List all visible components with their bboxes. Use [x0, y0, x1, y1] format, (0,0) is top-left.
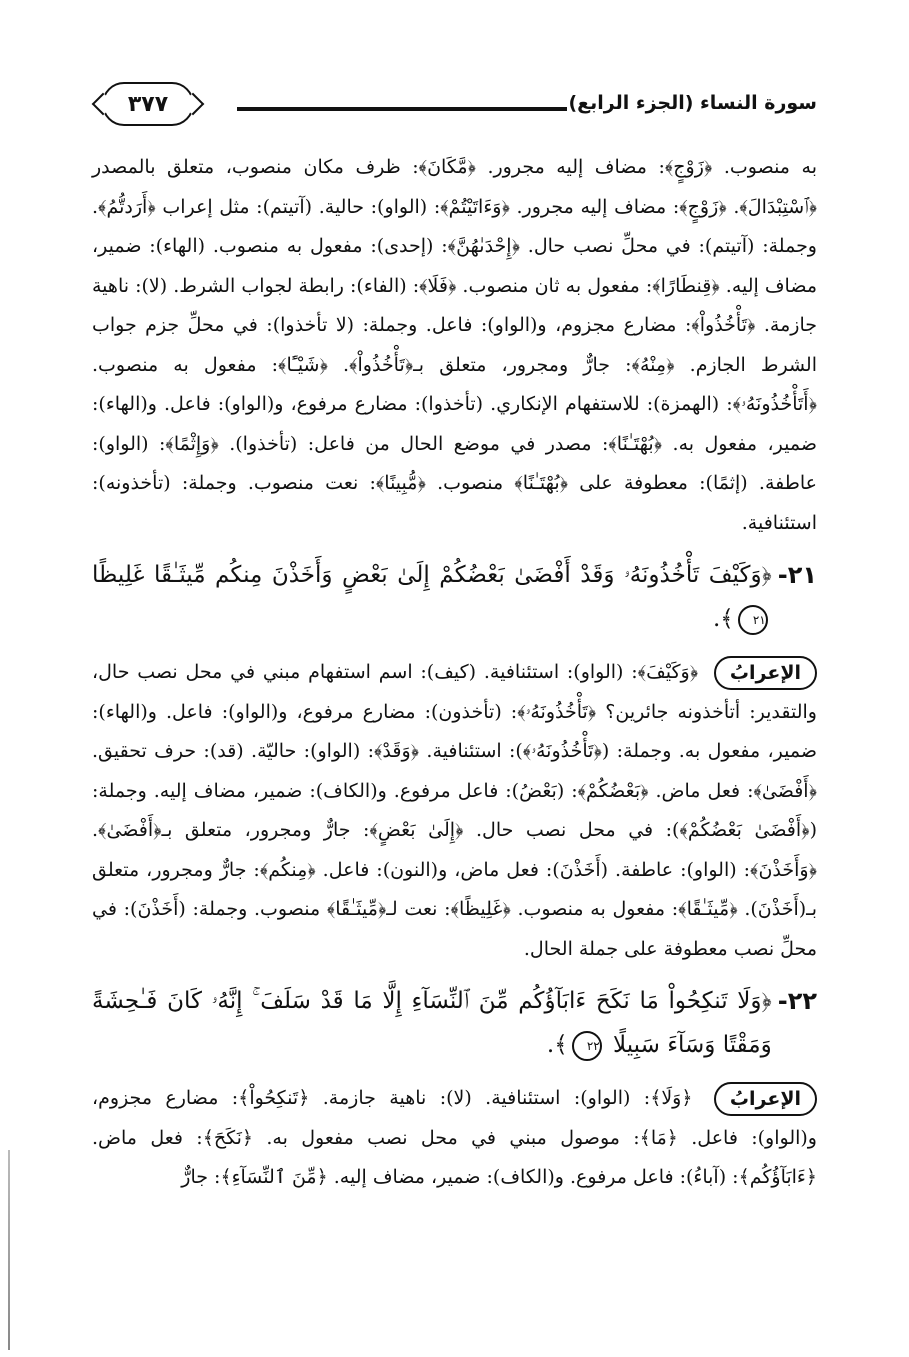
page-number: ٣٧٧ — [127, 91, 169, 117]
spacer — [92, 543, 817, 553]
ayah-number: ٢٢ — [586, 1039, 600, 1053]
irab-paragraph-21 — [92, 653, 817, 969]
verse-21 — [92, 553, 817, 641]
ayah-end-icon — [572, 1031, 602, 1061]
irab-continuation-paragraph: به منصوب. ﴿زَوْجٍ﴾: مضاف إليه مجرور. ﴿مَّكَانَ﴾: ظرف مكان منصوب، متعلق بالمصدر ﴿ٱسْتِبْدَالَ﴾. ﴿زَوْجٍ﴾: مضاف إليه مجرور. ﴿وَءَاتَيْتُمْ﴾: (الواو): حالية. (آتيتم): مثل إعراب ﴿أَرَدتُّمُ﴾. وجملة: (آتيتم): في محلِّ نصب حال. ﴿إِحْدَىٰهُنَّ﴾: (إحدى): مفعول به منصوب. (الهاء): ضمير، مضاف إليه. ﴿قِنطَارًا﴾: مفعول به ثان منصوب. ﴿فَلَا﴾: (الفاء): رابطة لجواب الشرط. (لا): ناهية جازمة. ﴿تَأْخُذُواْ﴾: مضارع مجزوم، و(الواو): فاعل. وجملة: (لا تأخذوا): في محلِّ جزم جواب الشرط الجازم. ﴿مِنْهُ﴾: جارٌّ ومجرور، متعلق بـ﴿تَأْخُذُواْ﴾. ﴿شَيْـًٔا﴾: مفعول به منصوب. ﴿أَتَأْخُذُونَهُۥ﴾: (الهمزة): للاستفهام الإنكاري. (تأخذوا): مضارع مرفوع، و(الواو): فاعل. و(الهاء): ضمير، مفعول به. ﴿بُهْتَـٰنًا﴾: مصدر في موضع الحال من فاعل: (تأخذوا). ﴿وَإِثْمًا﴾: (الواو): عاطفة. (إثمًا): معطوفة على ﴿بُهْتَـٰنًا﴾ منصوب. ﴿مُّبِينًا﴾: نعت منصوب. وجملة: (تأخذونه): استئنافية. — [92, 156, 817, 534]
verse-close: ﴾. — [712, 606, 734, 632]
irab-label: الإعرابُ — [714, 656, 817, 690]
page-header — [92, 78, 817, 134]
ayah-end-icon — [738, 605, 768, 635]
page-number-badge — [102, 82, 194, 126]
irab-label: الإعرابُ — [714, 1082, 817, 1116]
spacer — [92, 1067, 817, 1079]
page-content — [92, 148, 817, 1198]
verse-text — [92, 553, 772, 641]
verse-body: ﴿وَلَا تَنكِحُواْ مَا نَكَحَ ءَابَآؤُكُم مِّنَ ٱلنِّسَآءِ إِلَّا مَا قَدْ سَلَفَ ۚ إِنَّهُۥ كَانَ فَـٰحِشَةً وَمَقْتًا وَسَآءَ سَبِيلًا — [92, 988, 772, 1058]
running-head: سورة النساء (الجزء الرابع) — [568, 92, 817, 114]
irab-paragraph-22 — [92, 1079, 817, 1198]
verse-text — [92, 979, 772, 1067]
verse-body: ﴿وَكَيْفَ تَأْخُذُونَهُۥ وَقَدْ أَفْضَىٰ بَعْضُكُمْ إِلَىٰ بَعْضٍ وَأَخَذْنَ مِنكُم مِّيثَـٰقًا غَلِيظًا — [92, 562, 772, 588]
spacer — [92, 969, 817, 979]
scan-margin-line — [8, 1150, 10, 1350]
verse-number: ٢١- — [777, 561, 817, 589]
verse-number: ٢٢- — [777, 987, 817, 1015]
irab-text: ﴿وَكَيْفَ﴾: (الواو): استئنافية. (كيف): اسم استفهام مبني في محل نصب حال، والتقدير: أتأخذونه جائرين؟ ﴿تَأْخُذُونَهُۥ﴾: (تأخذون): مضارع مرفوع، و(الواو): فاعل. و(الهاء): ضمير، مفعول به. وجملة: (﴿تَأْخُذُونَهُۥ﴾): استئنافية. ﴿وَقَدْ﴾: (الواو): حاليّة. (قد): حرف تحقيق. ﴿أَفْضَىٰ﴾: فعل ماض. ﴿بَعْضُكُمْ﴾: (بَعْضُ): فاعل مرفوع. و(الكاف): ضمير، مضاف إليه. وجملة: (﴿أَفْضَىٰ بَعْضُكُمْ﴾): في محل نصب حال. ﴿إِلَىٰ بَعْضٍ﴾: جارٌّ ومجرور، متعلق بـ﴿أَفْضَىٰ﴾. ﴿وَأَخَذْنَ﴾: (الواو): عاطفة. (أَخَذْنَ): فعل ماض، و(النون): فاعل. ﴿مِنكُم﴾: جارٌّ ومجرور، متعلق بـ(أَخَذْنَ). ﴿مِّيثَـٰقًا﴾: مفعول به منصوب. ﴿غَلِيظًا﴾: نعت لـ﴿مِّيثَـٰقًا﴾ منصوب. وجملة: (أَخَذْنَ): في محلِّ نصب معطوفة على جملة الحال. — [92, 661, 817, 960]
verse-22 — [92, 979, 817, 1067]
verse-close: ﴾. — [546, 1032, 568, 1058]
ayah-number: ٢١ — [752, 613, 766, 627]
header-rule — [237, 107, 567, 111]
spacer — [92, 641, 817, 653]
irab-text: ﴿وَلَا﴾: (الواو): استئنافية. (لا): ناهية جازمة. ﴿تَنكِحُواْ﴾: مضارع مجزوم، و(الواو): فاعل. ﴿مَا﴾: موصول مبني في محل نصب مفعول به. ﴿نَكَحَ﴾: فعل ماض. ﴿ءَابَآؤُكُم﴾: (آباءُ): فاعل مرفوع. و(الكاف): ضمير، مضاف إليه. ﴿مِّنَ ٱلنِّسَآءِ﴾: جارٌّ — [92, 1087, 817, 1188]
